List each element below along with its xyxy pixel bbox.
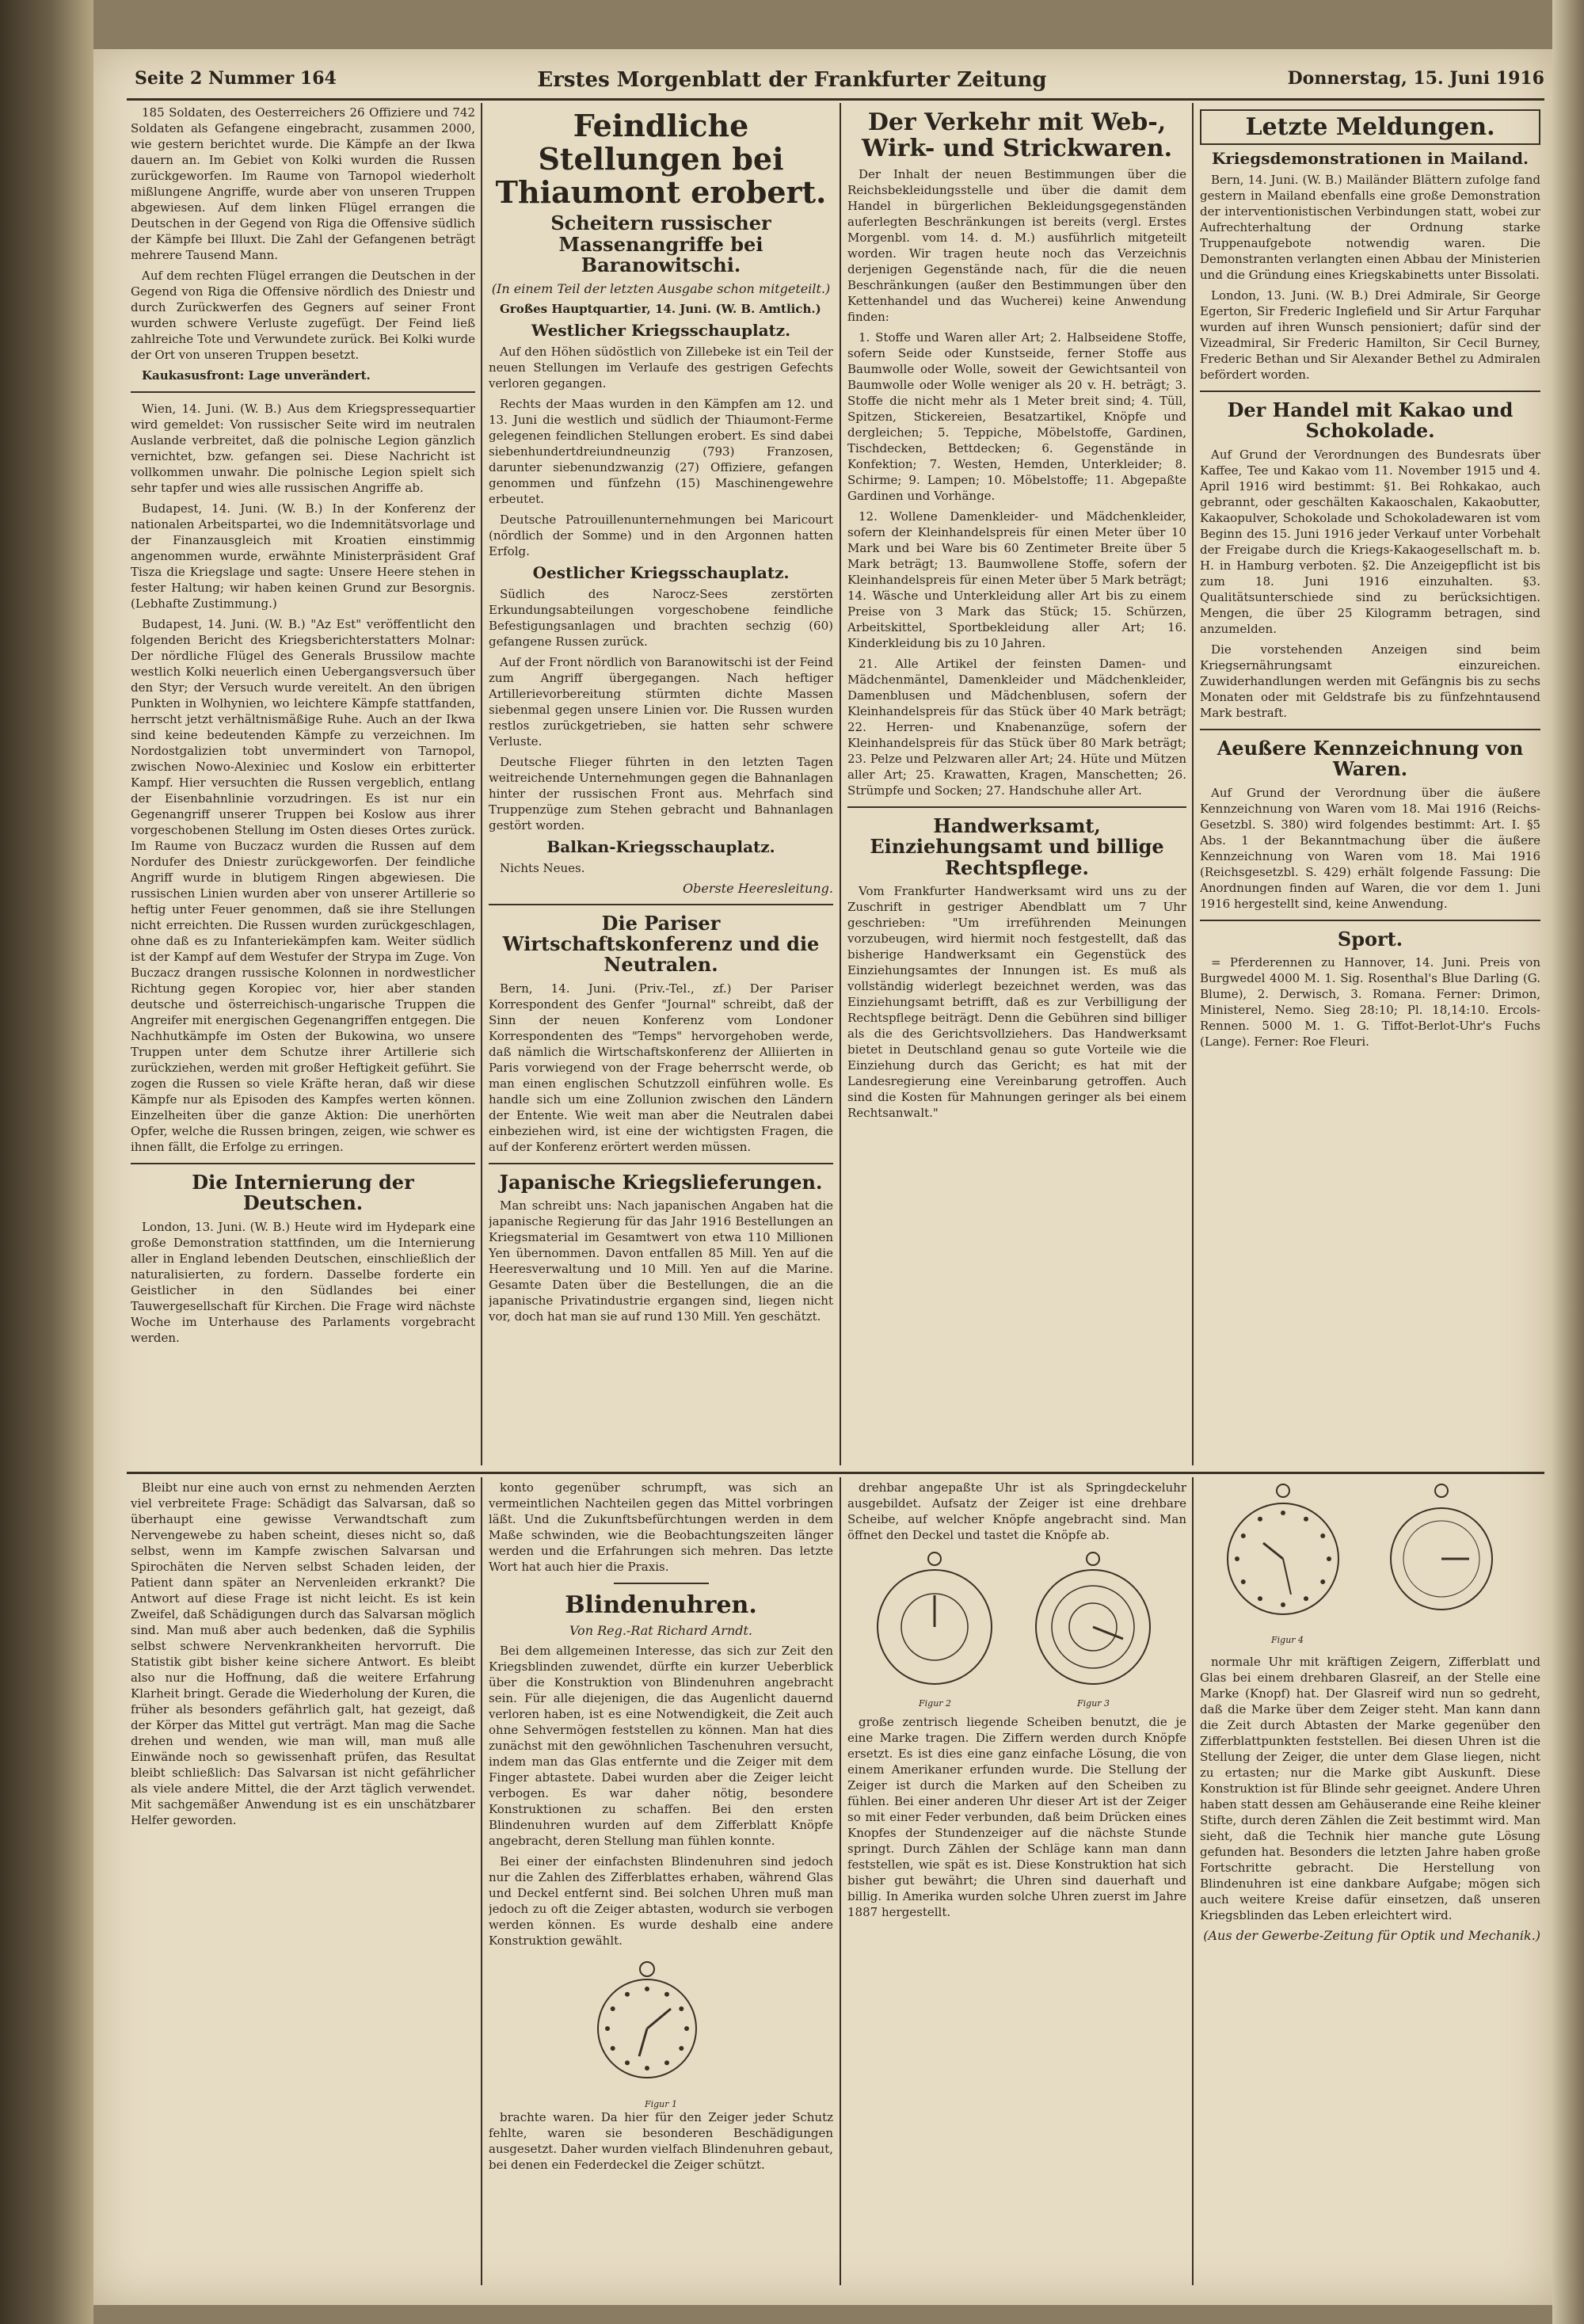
clock-figure-5 (1374, 1480, 1509, 1638)
kaukasus-report: Kaukasusfront: Lage unverändert. (142, 368, 371, 383)
masthead-left: Seite 2 Nummer 164 (135, 68, 337, 89)
separator (1200, 920, 1540, 921)
kakao-text: Auf Grund der Verordnungen des Bundesrats über Kaffee, Tee und Kakao vom 11. November 1915 und 4. April 1916 wird bestimmt: §1. Bei Rohkakao, auch gebrannt, oder geschälten Kakaoschalen, Kakaobutter, Kakaopulver, Schokolade und Schokoladewaren ist vom Beginn des 15. Juni 1916 jeder Verkauf unter Vorbehalt der Freigabe durch die Kriegs-Kakaogesellschaft m. b. H. in Hamburg verboten. §2. Die Anzeigepflicht ist bis zum 18. Juni 1916 einzuhalten. §3. Qualitätsunterschiede sind zu berücksichtigen. Mengen, die über 25 Kilogramm betragen, sind anzumelden. (1200, 447, 1540, 636)
dial-mark (1320, 1579, 1325, 1584)
letzte-headline: Letzte Meldungen. (1200, 109, 1540, 145)
column-rule-2 (840, 103, 841, 1465)
bottom-rule-3 (1192, 1477, 1194, 2285)
separator (1200, 729, 1540, 730)
japan-headline: Japanische Kriegslieferungen. (499, 1170, 823, 1194)
blindenuhren-cont: normale Uhr mit kräftigen Zeigern, Zifferblatt und Glas bei einem drehbaren Glasreif, an der Stelle eine Marke (Knopf) hat. Der Glasreif wird nun so gedreht, daß die Marke über dem Zeiger steht. Man kann dann die Zeit durch Abtasten der Marke gegenüber den Zifferblattpunkten feststellen. Bei diesen Uhren ist die Stellung der Zeiger, die unter dem Glase liegen, nicht zu ertasten; nur die Marke gibt Auskunft. Diese Konstruktion ist für Blinde sehr geeignet. Andere Uhren haben statt dessen am Gehäuserande eine Reihe kleiner Stifte, durch deren Zählen die Zeit bestimmt wird. Man sieht, daß die Technik hier manche gute Lösung gefunden hat. Besonders die letzten Jahre haben große Fortschritte gebracht. Die Herstellung von Blindenuhren ist eine dankbare Aufgabe; mögen sich auch weitere Kreise dafür einsetzen, daß unseren Kriegsblinden das Leben erleichtert wird. (1200, 1655, 1540, 1922)
note: (In einem Teil der letzten Ausgabe schon mitgeteilt.) (491, 280, 831, 296)
ost-text: Südlich des Narocz-Sees zerstörten Erkundungsabteilungen vorgeschobene feindliche Befestigungsanlagen und brachten sechzig (60) gefangene Russen zurück. (489, 586, 833, 649)
budapest-report: Budapest, 14. Juni. (W. B.) In der Konferenz der nationalen Arbeitspartei, wo die Indemnitätsvorlage und der Finanzausgleich mit Kroatien einstimmig angenommen wurde, erwähnte Ministerpräsident Graf Tisza die Kriegslage und sagte: Unsere Heere stehen in fester Haltung; wir haben keinen Grund zur Besorgnis. (Lebhafte Zustimmung.) (131, 501, 475, 611)
column-rule-1 (481, 103, 482, 1465)
dial-mark (645, 1987, 649, 1991)
west-headline: Westlicher Kriegsschauplatz. (531, 320, 791, 340)
verkehr-text: 21. Alle Artikel der feinsten Damen- und Mädchenmäntel, Damenkleider und Mädchenkleider, Damenblusen und Mädchenblusen, sofern der Kleinhandelspreis für das Stück über 40 Mark beträgt; 22. Herren- und Knabenanzüge, sofern der Kleinhandelspreis für das Stück über 80 Mark beträgt; 23. Pelze und Pelzwaren aller Art; 24. Hüte und Mützen aller Art; 25. Krawatten, Kragen, Manschetten; 26. Strümpfe und Socken; 27. Handschuhe aller Art. (847, 657, 1186, 798)
clock-figure-4-wrap (1200, 1480, 1540, 1654)
verkehr-text: 1. Stoffe und Waren aller Art; 2. Halbseidene Stoffe, sofern Seide oder Kunstseide, ferner Stoffe aus Baumwolle oder Wolle, soweit der Gewichtsanteil von Baumwolle oder Wolle weniger als 20 v. H. beträgt; 3. Stoffe die nicht mehr als 1 Meter breit sind; 4. Tüll, Spitzen, Stickereien, Besatzartikel, Knöpfe und dergleichen; 5. Teppiche, Möbelstoffe, Gardinen, Tischdecken, Bettdecken; 6. Gegenstände in Konfektion; 7. Westen, Hemden, Unterkleider; 8. Schirme; 9. Lampen; 10. Möbelstoffe; 11. Abgepaßte Gardinen und Vorhänge. (847, 330, 1186, 503)
blindenuhren-cont: drehbar angepaßte Uhr ist als Springdeckeluhr ausgebildet. Aufsatz der Zeiger ist eine drehbare Scheibe, auf welcher Knöpfe angebracht sind. Man öffnet den Deckel und tastet die Knöpfe ab. (847, 1480, 1186, 1542)
london-text: London, 13. Juni. (W. B.) Drei Admirale, Sir George Egerton, Sir Frederic Inglefield und Sir Artur Farquhar wurden auf ihren Wunsch pensioniert; dafür sind der Vizeadmiral, Sir Frederic Hamilton, Sir Cecil Burney, Frederic Bethan und Sir Alexander Bethel zu Admiralen befördert worden. (1200, 288, 1540, 382)
dial-mark (679, 2006, 683, 2011)
separator (131, 1163, 475, 1164)
budapest-report: Budapest, 14. Juni. (W. B.) "Az Est" veröffentlicht den folgenden Bericht des Kriegsberichterstatters Molnar: Der nördliche Flügel des Generals Brussilow machte westlich Kolki neuerlich einen Uebergangsversuch über den Styr; der Versuch wurde vereitelt. An den übrigen Punkten in Wolhynien, wo leichtere Kämpfe stattfanden, herrscht jetzt verhältnismäßige Ruhe. Auch an der Ikwa sind keine bedeutenden Kämpfe zu verzeichnen. Im Nordostgalizien tobt unvermindert von Tarnopol, zwischen Nowo-Alexiniec und Koslow ein erbitterter Kampf. Hier versuchten die Russen vergeblich, entlang der Eisenbahnlinie vorzudringen. Es ist nur ein Gegenangriff unserer Truppen bei Koslow aus ihrer vorgeschobenen Stellung im Osten dieses Ortes zurück. Im Raume von Buczacz wurden die Russen auf dem Nordufer des Dniestr zurückgeworfen. Der feindliche Angriff wurde in blutigem Ringen abgewiesen. Die russischen Linien wurden aber von unserer Artillerie so heftig unter Feuer genommen, daß sie ihre Stellungen nicht erreichten. Die Russen wurden zurückgeschlagen, ohne daß es zu Infanteriekämpfen kam. Weiter südlich ist der Kampf auf dem Westufer der Strypa im Zuge. Von Buczacz drangen russische Kolonnen in nordwestlicher Richtung gegen Koropiec vor, hier aber standen deutsche und österreichisch-ungarische Truppen die Angreifer mit energischen Gegenangriffen entgegen. Die Nachhutkämpfe im Osten der Bukowina, wo unsere Truppen unter dem Schutze ihrer Artillerie sich zurückziehen, werden mit großer Heftigkeit geführt. Sie zogen die Russen so viele Kräfte heran, daß wir diese Kämpfe nur als Episoden des Kampfes werten können. Einzelheiten über die ganze Aktion: Die unerhörten Opfer, welche die Russen bringen, zeigen, wie schwer es ihnen fällt, die Erfolge zu erringen. (131, 617, 475, 1154)
blindenuhren-byline: Von Reg.-Rat Richard Arndt. (569, 1623, 753, 1638)
dial-mark (625, 1992, 630, 1997)
dial-mark (1235, 1556, 1239, 1561)
paris-text: Bern, 14. Juni. (Priv.-Tel., zf.) Der Pariser Korrespondent des Genfer "Journal" schreibt, daß der Sinn der neuen Konferenz vom Londoner Korrespondenten des "Temps" hervorgehoben werde, daß nämlich die Wirtschaftskonferenz der Alliierten in Paris vorwiegend von der Frage beherrscht werde, ob man einen englischen Schutzzoll einführen wolle. Es handle sich um eine Zollunion zwischen den Ländern der Entente. Wie weit man aber die Neutralen dabei einbeziehen wird, ist eine der wichtigsten Fragen, die auf der Konferenz erörtert werden müssen. (489, 981, 833, 1154)
war-report-text: 185 Soldaten, des Oesterreichers 26 Offiziere und 742 Soldaten als Gefangene eingebracht, zusammen 2000, wie gestern berichtet wurde. Die Kämpfe an der Ikwa dauern an. Im Gebiet von Kolki wurden die Russen zurückgeworfen. Im Raume von Tarnopol wiederholt mißlungene Angriffe, wurde aber von unseren Truppen abgewiesen. Auf dem linken Flügel errangen die Deutschen in der Gegend von Riga die Offensive südlich der Kämpfe bei Illuxt. Die Zahl der Gefangenen beträgt mehrere Tausend Mann. (131, 105, 475, 262)
aeussere-headline: Aeußere Kennzeichnung von Waren. (1217, 736, 1524, 781)
aeussere-text: Auf Grund der Verordnung über die äußere Kennzeichnung von Waren vom 18. Mai 1916 (Reichs-Gesetzbl. S. 380) wird folgendes bestimmt: Art. I. §5 Abs. 1 der Bekanntmachung über die äußere Kennzeichnung von Waren vom 18. Mai 1916 (Reichsgesetzbl. S. 429) erhält folgende Fassung: Die Anordnungen finden auf Waren, die vor dem 1. Juni 1916 hergestellt sind, keine Anwendung. (1200, 785, 1540, 911)
separator (489, 904, 833, 905)
dial-mark (664, 1992, 669, 1997)
figure-3-caption: Figur 3 (1077, 1698, 1110, 1709)
main-subheadline: Scheitern russischer Massenangriffe bei Baranowitschi. (550, 211, 771, 277)
blindenuhren-text: Bei einer der einfachsten Blindenuhren sind jedoch nur die Zahlen des Zifferblattes erhaben, während Glas und Deckel entfernt sind. Bei solchen Uhren muß man jedoch zu oft die Zeiger abtasten, wodurch sie verbogen werden können. Es wurde deshalb eine andere Konstruktion gewählt. (489, 1854, 833, 1948)
salvarsan-text: Bleibt nur eine auch von ernst zu nehmenden Aerzten viel verbreitete Frage: Schädigt das Salvarsan, daß so überhaupt eine gewisse Verwandtschaft zum Nervengewebe zu haben scheint, dieses nicht so, daß selbst, wenn im Kampfe zwischen Salvarsan und Spirochäten die Nerven selbst Schaden leiden, der Patient dann später an Nervenleiden erkrankt? Die Antwort auf diese Frage ist nicht leicht. Es ist kein Zweifel, daß Schädigungen durch das Salvarsan möglich sind. Man muß aber auch bedenken, daß die Syphilis selbst schwere Nervenkrankheiten hervorruft. Die Statistik gibt bisher keine sichere Antwort. Es bleibt also nur die Hoffnung, daß die weitere Erfahrung Klarheit bringt. Gerade die Wiederholung der Kuren, die früher als besonders gefährlich galt, hat gezeigt, daß der Körper das Mittel gut verträgt. Man mag die Sache drehen und wenden, wie man will, man muß alle Einwände noch so gewissenhaft prüfen, das Resultat bleibt schließlich: Das Salvarsan ist nicht gefährlicher als viele andere Mittel, die der Arzt täglich verwendet. Mit sachgemäßer Anwendung ist es ein unschätzbarer Helfer geworden. (131, 1480, 475, 1827)
signature: Oberste Heeresleitung. (683, 880, 833, 896)
salvarsan-cont: konto gegenüber schrumpft, was sich an vermeintlichen Nachteilen gegen das Mittel vorbringen läßt. Und die Zukunftsbefürchtungen werden in dem Maße schwinden, wie die Beobachtungszeiten länger werden und die Erfahrungen sich mehren. Das letzte Wort hat auch hier die Praxis. (489, 1480, 833, 1574)
clock-figure-3 (1022, 1548, 1164, 1706)
column-2 (489, 105, 833, 1467)
west-text: Rechts der Maas wurden in den Kämpfen am 12. und 13. Juni die westlich und südlich der Thiaumont-Ferme gelegenen feindlichen Stellungen erobert. Es sind dabei siebenhundertdreiundneunzig (793) Franzosen, darunter siebenundzwanzig (27) Offiziere, gefangen genommen und fünfzehn (15) Maschinengewehre erbeutet. (489, 396, 833, 506)
handwerk-text: Vom Frankfurter Handwerksamt wird uns zu der Zuschrift in gestriger Abendblatt um 7 Uhr geschrieben: "Um irreführenden Meinungen vorzubeugen, wird hiermit noch festgestellt, daß das bisherige Handwerksamt ein Gegenstück des Einziehungsamtes der Innungen ist. Es muß als vollständig widerlegt bezeichnet werden, was das Einziehungsamt betrifft, daß es zur Verbilligung der Rechtspflege beiträgt. Denn die Gebühren sind billiger als die des Gerichtsvollziehers. Das Handwerksamt bietet in Deutschland genau so gute Vorteile wie die Einziehung durch das Gericht; es hat mit der Landesregierung eine Vereinbarung getroffen. Auch sind die Kosten für Mahnungen geringer als bei einem Rechtsanwalt." (847, 884, 1186, 1121)
dial-mark (625, 2060, 630, 2065)
figure-1-caption: Figur 1 (644, 2099, 678, 2109)
separator (847, 806, 1186, 808)
column-1 (131, 105, 475, 1467)
clock-figure-2 (863, 1548, 1006, 1706)
blindenuhren-headline: Blindenuhren. (565, 1591, 757, 1619)
bottom-rule-1 (481, 1477, 482, 2285)
dial-mark (611, 2046, 615, 2051)
dial-mark (679, 2046, 683, 2051)
feuilleton-col-3 (847, 1480, 1186, 2280)
dial-mark (605, 2026, 610, 2031)
dial-mark (1304, 1517, 1308, 1522)
masthead-right: Donnerstag, 15. Juni 1916 (1287, 68, 1544, 89)
figure-2-caption: Figur 2 (919, 1698, 952, 1709)
verkehr-text: Der Inhalt der neuen Bestimmungen über die Reichsbekleidungsstelle und über die damit dem Handel in bürgerlichen Bekleidungsgegenständen auferlegten Beschränkungen ist bereits (vergl. Erstes Morgenbl. vom 14. d. M.) ausführlich mitgeteilt worden. Wir tragen heute noch das Verzeichnis derjenigen Gegenstände nach, für die die neuen Beschränkungen (außer den Bestimmungen über den Kettenhandel und das Wucherei) keine Anwendung finden: (847, 167, 1186, 324)
verkehr-headline: Der Verkehr mit Web-, Wirk- und Strickwaren. (861, 109, 1173, 162)
blindenuhren-text: Bei dem allgemeinen Interesse, das sich zur Zeit den Kriegsblinden zuwendet, dürfte ein kurzer Ueberblick über die Konstruktion von Blindenuhren angebracht sein. Für alle diejenigen, die das Augenlicht dauernd verloren haben, ist es eine Notwendigkeit, die Zeit auch ohne Sehvermögen feststellen zu können. Man hat dies zunächst mit den gewöhnlichen Taschenuhren versucht, indem man das Glas entfernte und die Zeiger mit dem Finger abtastete. Dabei wurden aber die Zeiger leicht verbogen. Es war daher nötig, besondere Konstruktionen zu schaffen. Bei den ersten Blindenuhren wurden auf dem Zifferblatt Knöpfe angebracht, deren Stellung man fühlen konnte. (489, 1644, 833, 1848)
kakao-text: Die vorstehenden Anzeigen sind beim Kriegsernährungsamt einzureichen. Zuwiderhandlungen werden mit Gefängnis bis zu sechs Monaten oder mit Geldstrafe bis zu fünfzehntausend Mark bestraft. (1200, 642, 1540, 720)
clock-figure-1 (584, 1953, 710, 2096)
book-spine (0, 0, 93, 2324)
japan-text: Man schreibt uns: Nach japanischen Angaben hat die japanische Regierung für das Jahr 1916 Bestellungen an Kriegsmaterial im Gesamtwert von etwa 110 Millionen Yen übernommen. Davon entfallen 85 Mill. Yen auf die Heeresverwaltung und 10 Mill. Yen auf die Marine. Gesamte Daten über die Bestellungen, die an die japanische Privatindustrie ergangen sind, liegen nicht vor, doch hat man sie auf rund 130 Mill. Yen geschätzt. (489, 1198, 833, 1324)
dial-mark (1258, 1596, 1262, 1601)
dial-mark (1320, 1533, 1325, 1538)
balkan-text: Nichts Neues. (500, 860, 585, 875)
page-edge (1552, 0, 1584, 2324)
west-text: Deutsche Patrouillenunternehmungen bei Maricourt (nördlich der Somme) und in den Argonnen hatten Erfolg. (489, 512, 833, 558)
dial-mark (1327, 1556, 1331, 1561)
dateline: Großes Hauptquartier, 14. Juni. (W. B. Amtlich.) (500, 301, 821, 316)
separator (131, 391, 475, 393)
ost-headline: Oestlicher Kriegsschauplatz. (532, 562, 790, 582)
dial-mark (1241, 1579, 1246, 1584)
column-rule-3 (1192, 103, 1194, 1465)
dial-mark (1304, 1596, 1308, 1601)
feuilleton-col-4 (1200, 1480, 1540, 2280)
dial-mark (611, 2006, 615, 2011)
mailand-text: Bern, 14. Juni. (W. B.) Mailänder Blättern zufolge fand gestern in Mailand ebenfalls eine große Demonstration der interventionistischen Verbindungen statt, wobei zur Aufrechterhaltung der Ordnung starke Truppenaufgebote notwendig waren. Die Demonstranten verlangten einen Abbau der Ministerien und die Gründung eines Kriegskabinetts unter Bissolati. (1200, 173, 1540, 282)
dial-mark (645, 2066, 649, 2071)
separator (489, 1163, 833, 1164)
feuilleton-col-2 (489, 1480, 833, 2280)
verkehr-text: 12. Wollene Damenkleider- und Mädchenkleider, sofern der Kleinhandelspreis für einen Meter über 10 Mark und bei Ware bis 60 Zentimeter Breite über 5 Mark beträgt; 13. Baumwollene Stoffe, sofern der Kleinhandelspreis für einen Meter über 5 Mark beträgt; 14. Wäsche und Unterkleidung aller Art bis zu einem Preise von 3 Mark das Stück; 15. Schürzen, Arbeitskittel, Sportbekleidung aller Art; 16. Kinderkleidung bis zu 10 Jahren. (847, 509, 1186, 650)
dial-mark (1258, 1517, 1262, 1522)
internierung-headline: Die Internierung der Deutschen. (192, 1171, 414, 1215)
dial-mark (664, 2060, 669, 2065)
internierung-text: London, 13. Juni. (W. B.) Heute wird im Hydepark eine große Demonstration stattfinden, um die Internierung aller in England lebenden Deutschen, einschließlich der naturalisierten, zu fordern. Dasselbe forderte ein Geistlicher in den Südlandes bei einer Tauwergesellschaft für Kirchen. Die Frage wird nächste Woche im Unterhause des Parlaments vorgebracht werden. (131, 1219, 475, 1345)
handwerk-headline: Handwerksamt, Einziehungsamt und billige Rechtspflege. (870, 814, 1164, 879)
sport-headline: Sport. (1337, 927, 1403, 951)
figure-4-caption: Figur 4 (1271, 1635, 1304, 1645)
wien-report: Wien, 14. Juni. (W. B.) Aus dem Kriegspressequartier wird gemeldet: Von russischer Seite wird im neutralen Auslande verbreitet, daß die polnische Legion gänzlich vernichtet, bzw. gefangen sei. Diese Nachricht ist vollkommen unwahr. Die polnische Legion spielt sich sehr tapfer und wies alle russischen Angriffe ab. (131, 402, 475, 495)
paris-headline: Die Pariser Wirtschaftskonferenz und die Neutralen. (502, 911, 820, 977)
balkan-headline: Balkan-Kriegsschauplatz. (546, 836, 775, 856)
sport-text: = Pferderennen zu Hannover, 14. Juni. Preis von Burgwedel 4000 M. 1. Sig. Rosenthal's Blue Darling (G. Blume), 2. Derwisch, 3. Romana. Ferner: Drimon, Ministerel, Nemo. Sieg 28:10; Pl. 18,14:10. Ercols-Rennen. 5000 M. 1. G. Tiffot-Berlot-Uhr's Fuchs (Lange). Ferner: Roe Fleuri. (1200, 954, 1540, 1049)
clock-figure-4 (1216, 1480, 1350, 1638)
bottom-rule-2 (840, 1477, 841, 2285)
war-report-text: Auf dem rechten Flügel errangen die Deutschen in der Gegend von Riga die Offensive nördlich des Dniestr und durch Zurückwerfen des Gegners auf seiner Front wurden schwere Verluste zugefügt. Der Feind ließ zahlreiche Tote und Verwundete zurück. Bei Kolki wurde der Ort von unseren Truppen besetzt. (131, 269, 475, 362)
masthead-rule (127, 98, 1544, 101)
ost-text: Auf der Front nördlich von Baranowitschi ist der Feind zum Angriff übergegangen. Nach heftiger Artillerievorbereitung stürmten dichte Massen siebenmal gegen unsere Linien vor. Die Russen wurden restlos zurückgetrieben, sie hatten sehr schwere Verluste. (489, 654, 833, 749)
feuilleton-rule (127, 1472, 1544, 1474)
separator (1200, 391, 1540, 392)
mailand-headline: Kriegsdemonstrationen in Mailand. (1211, 149, 1529, 168)
clock-figures (847, 1548, 1186, 1714)
masthead-center: Erstes Morgenblatt der Frankfurter Zeitung (537, 68, 1047, 92)
blindenuhren-cont: große zentrisch liegende Scheiben benutzt, die je eine Marke tragen. Die Ziffern werden durch Knöpfe ersetzt. Es ist dies eine ganz einfache Lösung, die von einem Amerikaner erfunden wurde. Die Stellung der Zeiger ist durch die Marken auf den Scheiben zu fühlen. Bei einer anderen Uhr dieser Art ist der Zeiger so mit einer Feder verbunden, daß beim Drücken eines Knopfes der Stundenzeiger auf die nächste Stunde springt. Durch Zählen der Schläge kann man dann feststellen, wie spät es ist. Diese Konstruktion hat sich bisher gut bewährt; die Uhren sind dauerhaft und billig. In Amerika wurden solche Uhren zuerst im Jahre 1887 hergestellt. (847, 1715, 1186, 1919)
west-text: Auf den Höhen südöstlich von Zillebeke ist ein Teil der neuen Stellungen im Verlaufe des gestrigen Gefechts verloren gegangen. (489, 344, 833, 391)
main-headline: Feindliche Stellungen bei Thiaumont erobert. (495, 108, 827, 210)
column-3 (847, 105, 1186, 1467)
ost-text: Deutsche Flieger führten in den letzten Tagen weitreichende Unternehmungen gegen die Bahnanlagen hinter der russischen Front aus. Mehrfach sind Truppenzüge zum Stehen gebracht und Bahnanlagen gestört worden. (489, 754, 833, 832)
dial-mark (1281, 1511, 1285, 1515)
source-credit: (Aus der Gewerbe-Zeitung für Optik und Mechanik.) (1203, 1928, 1540, 1943)
dial-mark (1281, 1602, 1285, 1607)
kakao-headline: Der Handel mit Kakao und Schokolade. (1227, 398, 1514, 443)
blindenuhren-text: brachte waren. Da hier für den Zeiger jeder Schutz fehlte, waren sie besonderen Beschädigungen ausgesetzt. Daher wurden vielfach Blindenuhren gebaut, bei denen ein Federdeckel die Zeiger schützt. (489, 2110, 833, 2172)
feuilleton-col-1 (131, 1480, 475, 2280)
dial-mark (684, 2026, 689, 2031)
column-4 (1200, 105, 1540, 1467)
dial-mark (1241, 1533, 1246, 1538)
separator (614, 1583, 709, 1584)
